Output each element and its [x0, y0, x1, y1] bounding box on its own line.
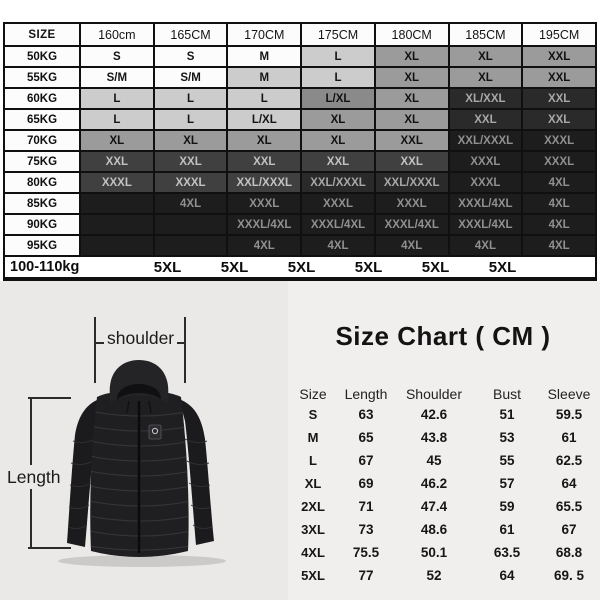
matrix-cell: XXXL	[376, 194, 448, 213]
size-chart-header-cell: Sleeve	[547, 385, 591, 402]
size-chart-table	[290, 380, 596, 587]
size-chart-value-cell: 47.4	[420, 499, 448, 514]
matrix-cell: L	[155, 110, 227, 129]
matrix-cell: L	[302, 68, 374, 87]
matrix-cell: XL	[450, 68, 522, 87]
size-chart-value-cell: 64	[561, 476, 577, 491]
size-chart-size-cell: S	[308, 407, 318, 422]
size-chart-size-cell: L	[309, 453, 317, 468]
matrix-cell: L/XL	[228, 110, 300, 129]
matrix-cell: L/XL	[302, 89, 374, 108]
size-chart-value-cell: 63	[358, 407, 374, 422]
matrix-cell: 4XL	[376, 236, 448, 255]
matrix-footer-value: 5XL	[488, 258, 517, 276]
matrix-header-cell: SIZE	[5, 24, 79, 45]
matrix-cell: 4XL	[228, 236, 300, 255]
matrix-row-label: 90KG	[5, 215, 79, 234]
matrix-cell: XXXL	[228, 194, 300, 213]
matrix-cell: XXXL	[155, 173, 227, 192]
size-chart-title: Size Chart ( CM )	[335, 321, 551, 351]
matrix-cell	[81, 236, 153, 255]
matrix-cell: XXXL	[523, 131, 595, 150]
matrix-cell: XXXL/4XL	[376, 215, 448, 234]
size-chart-size-cell: 3XL	[301, 522, 325, 537]
size-chart-value-cell: 69	[358, 476, 374, 491]
matrix-footer-label: 100-110kg	[10, 259, 80, 275]
matrix-cell: XXL/XXXL	[376, 173, 448, 192]
size-chart-size-cell: 5XL	[301, 568, 325, 583]
matrix-cell: L	[81, 89, 153, 108]
power-button-icon	[149, 425, 161, 439]
size-chart-value-cell: 46.2	[420, 476, 448, 491]
matrix-row-label: 80KG	[5, 173, 79, 192]
matrix-cell: 4XL	[523, 236, 595, 255]
matrix-cell: XXL/XXXL	[228, 173, 300, 192]
matrix-cell: 4XL	[302, 236, 374, 255]
matrix-cell: XXXL	[523, 152, 595, 171]
size-chart-value-cell: 59.5	[555, 407, 583, 422]
matrix-cell: XXXL	[302, 194, 374, 213]
matrix-footer-value: 5XL	[220, 258, 249, 276]
matrix-header-cell: 170CM	[228, 24, 300, 45]
size-chart-size-cell: 4XL	[301, 545, 325, 560]
matrix-cell: S	[81, 47, 153, 66]
matrix-header-cell: 175CM	[302, 24, 374, 45]
matrix-cell: M	[228, 47, 300, 66]
size-chart-panel	[290, 321, 596, 587]
matrix-cell	[155, 236, 227, 255]
size-chart-value-cell: 75.5	[352, 545, 380, 560]
matrix-cell: XL	[376, 68, 448, 87]
size-chart-value-cell: 62.5	[555, 453, 583, 468]
size-chart-value-cell: 73	[358, 522, 374, 537]
matrix-cell: XXL	[523, 47, 595, 66]
matrix-row-label: 65KG	[5, 110, 79, 129]
size-chart-value-cell: 63.5	[493, 545, 521, 560]
size-chart-value-cell: 67	[561, 522, 577, 537]
matrix-header-cell: 180CM	[376, 24, 448, 45]
size-chart-value-cell: 55	[499, 453, 515, 468]
matrix-cell: XL	[376, 110, 448, 129]
size-chart-value-cell: 77	[358, 568, 374, 583]
matrix-cell: 4XL	[450, 236, 522, 255]
matrix-cell: XXL	[523, 89, 595, 108]
size-chart-value-cell: 69. 5	[553, 568, 585, 583]
size-chart-value-cell: 48.6	[420, 522, 448, 537]
matrix-cell: XXL/XXXL	[302, 173, 374, 192]
size-chart-value-cell: 64	[499, 568, 515, 583]
matrix-cell: L	[81, 110, 153, 129]
shoulder-tick-right	[184, 317, 186, 383]
matrix-cell: S/M	[155, 68, 227, 87]
matrix-cell: XL	[302, 110, 374, 129]
matrix-cell: XXXL/4XL	[302, 215, 374, 234]
matrix-cell: XXL	[228, 152, 300, 171]
size-chart-value-cell: 42.6	[420, 407, 448, 422]
matrix-row-label: 95KG	[5, 236, 79, 255]
size-chart-value-cell: 65.5	[555, 499, 583, 514]
size-chart-value-cell: 67	[358, 453, 374, 468]
matrix-cell: XXXL	[81, 173, 153, 192]
matrix-cell: XXXL	[450, 152, 522, 171]
matrix-cell: XL	[376, 89, 448, 108]
matrix-cell: XL/XXL	[450, 89, 522, 108]
matrix-cell	[81, 215, 153, 234]
length-tick-bottom	[28, 547, 71, 549]
matrix-cell: S	[155, 47, 227, 66]
matrix-footer-value: 5XL	[153, 258, 182, 276]
matrix-cell: 4XL	[523, 194, 595, 213]
matrix-row-label: 60KG	[5, 89, 79, 108]
length-label: Length	[7, 467, 61, 487]
matrix-row-label: 85KG	[5, 194, 79, 213]
matrix-cell: XXL	[81, 152, 153, 171]
shoulder-label: shoulder	[104, 328, 177, 348]
matrix-header-cell: 195CM	[523, 24, 595, 45]
matrix-cell: XXL	[376, 152, 448, 171]
matrix-row-label: 55KG	[5, 68, 79, 87]
matrix-cell: 4XL	[523, 215, 595, 234]
size-chart-value-cell: 50.1	[420, 545, 448, 560]
matrix-row-label: 70KG	[5, 131, 79, 150]
matrix-cell: M	[228, 68, 300, 87]
matrix-cell: XXXL/4XL	[450, 194, 522, 213]
matrix-header-cell: 165CM	[155, 24, 227, 45]
size-chart-value-cell: 71	[358, 499, 374, 514]
matrix-cell: XL	[302, 131, 374, 150]
matrix-cell: XL	[228, 131, 300, 150]
matrix-cell: XXL	[302, 152, 374, 171]
matrix-cell: XXL	[450, 110, 522, 129]
matrix-cell: 4XL	[155, 194, 227, 213]
size-chart-header-cell: Bust	[492, 385, 521, 402]
matrix-cell: XXXL/4XL	[450, 215, 522, 234]
matrix-cell	[155, 215, 227, 234]
matrix-cell: XL	[376, 47, 448, 66]
matrix-footer-value: 5XL	[354, 258, 383, 276]
matrix-header-cell: 160cm	[81, 24, 153, 45]
size-chart-header-cell: Length	[344, 385, 388, 402]
matrix-cell: L	[228, 89, 300, 108]
size-chart-value-cell: 52	[426, 568, 442, 583]
matrix-cell: XXXL	[450, 173, 522, 192]
size-chart-value-cell: 45	[426, 453, 442, 468]
matrix-cell: XXL	[523, 68, 595, 87]
matrix-cell: XL	[155, 131, 227, 150]
size-chart-value-cell: 68.8	[555, 545, 583, 560]
matrix-row-label: 75KG	[5, 152, 79, 171]
matrix-row-label: 50KG	[5, 47, 79, 66]
size-chart-value-cell: 65	[358, 430, 374, 445]
size-chart-size-cell: XL	[304, 476, 322, 491]
matrix-cell: XXL	[155, 152, 227, 171]
size-chart-header-cell: Size	[299, 385, 327, 402]
matrix-cell: L	[155, 89, 227, 108]
size-chart-value-cell: 59	[499, 499, 515, 514]
matrix-header-cell: 185CM	[450, 24, 522, 45]
matrix-cell: XL	[450, 47, 522, 66]
matrix-cell	[81, 194, 153, 213]
matrix-cell: XXL/XXXL	[450, 131, 522, 150]
size-chart-header-cell: Shoulder	[405, 385, 463, 402]
matrix-footer-row	[5, 257, 595, 277]
matrix-cell: L	[302, 47, 374, 66]
size-chart-value-cell: 61	[561, 430, 577, 445]
matrix-cell: XXXL/4XL	[228, 215, 300, 234]
size-chart-size-cell: M	[307, 430, 319, 445]
length-tick-top	[28, 397, 71, 399]
size-chart-value-cell: 51	[499, 407, 515, 422]
matrix-cell: XXL	[523, 110, 595, 129]
size-chart-value-cell: 61	[499, 522, 515, 537]
matrix-footer-value: 5XL	[287, 258, 316, 276]
matrix-cell: XXL	[376, 131, 448, 150]
matrix-cell: 4XL	[523, 173, 595, 192]
size-chart-value-cell: 53	[499, 430, 515, 445]
size-chart-value-cell: 43.8	[420, 430, 448, 445]
weight-height-size-table	[3, 22, 597, 281]
matrix-footer-value: 5XL	[421, 258, 450, 276]
matrix-cell: XL	[81, 131, 153, 150]
matrix-cell: S/M	[81, 68, 153, 87]
size-chart-size-cell: 2XL	[301, 499, 325, 514]
shoulder-tick-left	[94, 317, 96, 383]
size-chart-value-cell: 57	[499, 476, 515, 491]
product-photo-area	[0, 281, 600, 600]
jacket-image	[45, 355, 235, 567]
